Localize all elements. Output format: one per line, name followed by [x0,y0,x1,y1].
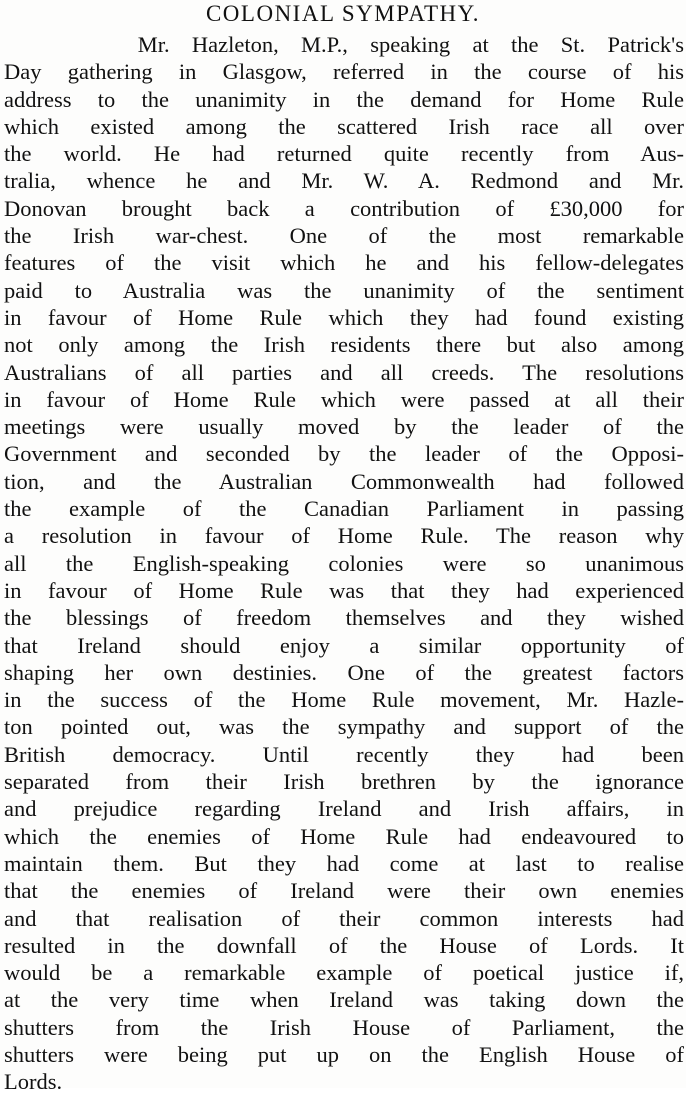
article-line: meetings were usually moved by the leader of the [4,414,684,440]
article-line: tralia, whence he and Mr. W. A. Redmond and Mr. [4,168,684,194]
article-line: paid to Australia was the unanimity of the sentiment [4,277,684,303]
article-line: ton pointed out, was the sympathy and support of the [4,714,684,740]
article-headline: COLONIAL SYMPATHY. [205,1,481,26]
article-line: resulted in the downfall of the House of Lords. It [4,932,684,958]
article-line: and that realisation of their common interests had [4,905,684,931]
article-line: that the enemies of Ireland were their own enemies [4,878,684,904]
article-line: the world. He had returned quite recently from Aus- [4,141,684,167]
article-line: tion, and the Australian Commonwealth had followed [4,468,684,494]
article-line: maintain them. But they had come at last to realise [4,850,684,876]
article-line: shutters were being put up on the English House of [4,1041,684,1067]
article-line: British democracy. Until recently they had been [4,741,684,767]
article-line: and prejudice regarding Ireland and Irish affairs, in [4,796,684,822]
article-line: Donovan brought back a contribution of £30,000 for [4,195,684,221]
article-line: which existed among the scattered Irish race all over [4,113,684,139]
article-line: shutters from the Irish House of Parliament, the [4,1014,684,1040]
article-line: Australians of all parties and all creeds. The resolutions [4,359,684,385]
article-line: Day gathering in Glasgow, referred in the course of his [4,59,684,85]
article-line: in the success of the Home Rule movement, Mr. Hazle- [4,687,684,713]
article-line: in favour of Home Rule which they had found existing [4,304,684,330]
article-line: in favour of Home Rule which were passed at all their [4,386,684,412]
article-line: Mr. Hazleton, M.P., speaking at the St. Patrick's [4,32,684,57]
article-line: the example of the Canadian Parliament in passing [4,496,684,522]
article-line: Government and seconded by the leader of the Opposi- [4,441,684,467]
article-line: Lords. [4,1069,63,1095]
article-line: not only among the Irish residents there but also among [4,332,684,358]
article-line: the Irish war-chest. One of the most remarkable [4,223,684,249]
article-line: features of the visit which he and his fellow-delegates [4,250,684,276]
article-line: that Ireland should enjoy a similar opportunity of [4,632,684,658]
article-line: address to the unanimity in the demand for Home Rule [4,86,684,112]
article-body [4,31,684,1096]
article-line: which the enemies of Home Rule had endeavoured to [4,823,684,849]
article-line: at the very time when Ireland was taking down the [4,987,684,1013]
article-line: in favour of Home Rule was that they had experienced [4,577,684,603]
article-line: separated from their Irish brethren by the ignorance [4,769,684,795]
article-line: shaping her own destinies. One of the greatest factors [4,659,684,685]
article-line: would be a remarkable example of poetical justice if, [4,960,684,986]
article-line: the blessings of freedom themselves and they wished [4,605,684,631]
article-line: all the English-speaking colonies were so unanimous [4,550,684,576]
article-line: a resolution in favour of Home Rule. The reason why [4,523,684,549]
